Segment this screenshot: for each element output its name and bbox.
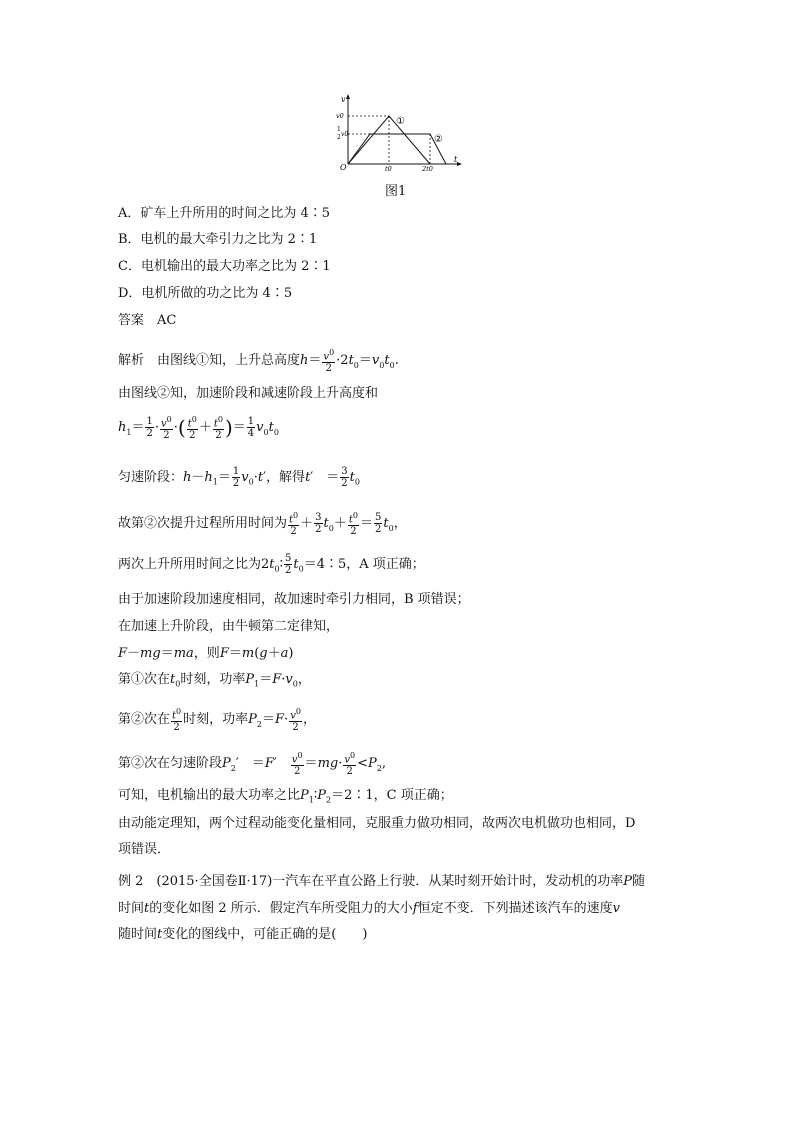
option-c: C．电机输出的最大功率之比为 2∶1	[118, 259, 331, 274]
marker-2: ②	[434, 134, 443, 145]
example2-line-3: 随时间t变化的图线中，可能正确的是( )	[118, 927, 368, 942]
analysis-line-11: 第②次在 $\frac{t^0}{2}$ 时刻，功率$P_2=F\cdot$ $\frac{v^0}{2}$ ，	[118, 707, 316, 734]
figure-caption: 图1	[385, 184, 407, 199]
analysis-line-10: 第①次在$t_0$时刻，功率$P_1=F\cdot v_0$，	[118, 672, 311, 689]
option-b: B．电机的最大牵引力之比为 2∶1	[118, 232, 318, 247]
half-v0-den: 2	[337, 134, 341, 141]
analysis-line-7: 由于加速阶段加速度相同，故加速时牵引力相同，B 项错误；	[118, 592, 470, 607]
answer: 答案 AC	[118, 313, 177, 328]
example2-line-2: 时间t的变化如图 2 所示．假定汽车所受阻力的大小f恒定不变．下列描述该汽车的速度v	[118, 901, 620, 916]
example2-line-1: 例 2 (2015·全国卷Ⅱ·17)一汽车在平直公路上行驶．从某时刻开始计时，发动机的功率P随	[118, 874, 646, 889]
v0-label: v0	[336, 112, 344, 120]
analysis-line-1: 解析 由图线①知，上升总高度h＝ $\frac{v^0}{2}$ $\cdot 2t_0=v_0t_0$.	[118, 348, 399, 375]
t0-label: t0	[385, 165, 392, 172]
analysis-line-8: 在加速上升阶段，由牛顿第二定律知，	[118, 619, 340, 634]
analysis-line-4: 匀速阶段：$h-h_1=$ $\frac{1}{2}$ $v_0\cdot t'$，解得t′ ＝ $\frac{3}{2}$ $t_0$	[118, 466, 360, 489]
analysis-line-3: $h_1=$ $\frac{1}{2}$ · $\frac{v^0}{2}$ ·( $\frac{t^0}{2}$ ＋ $\frac{t^0}{2}$ )＝ $\frac{1}{4}$ $v_0t_0$	[118, 415, 279, 442]
axis-v-label: v	[341, 95, 346, 104]
option-d: D．电机所做的功之比为 4∶5	[118, 286, 293, 301]
v-axis-arrow	[346, 94, 350, 99]
marker-1: ①	[396, 116, 405, 127]
option-a: A．矿车上升所用的时间之比为 4∶5	[118, 206, 331, 221]
half-v0-num: 1	[337, 126, 341, 133]
t-axis-arrow	[457, 162, 462, 166]
half-v0-var: v0	[341, 131, 349, 138]
analysis-line-5: 故第②次提升过程所用时间为 $\frac{t^0}{2}$ ＋ $\frac{3}{2}$ $t_0+$ $\frac{t^0}{2}$ ＝ $\frac{5}{2}$ $t_0$，	[118, 511, 407, 538]
2t0-label: 2t0	[422, 165, 433, 172]
analysis-line-9: F－mg＝ma，则F＝m(g＋a)	[118, 646, 294, 661]
analysis-line-14: 由动能定理知，两个过程动能变化量相同，克服重力做功相同，故两次电机做功也相同，D	[118, 816, 636, 831]
analysis-line-6: 两次上升所用时间之比为$2t_0∶$ $\frac{5}{2}$ $t_0=4∶5$，A 项正确；	[118, 553, 425, 576]
analysis-line-13: 可知，电机输出的最大功率之比$P_1∶P_2=2∶1$，C 项正确；	[118, 788, 453, 805]
graph-line-2	[348, 134, 446, 164]
analysis-line-2: 由图线②知，加速阶段和减速阶段上升高度和	[118, 386, 379, 401]
axis-t-label: t	[454, 155, 458, 164]
origin-label: O	[340, 163, 347, 172]
analysis-line-15: 项错误．	[118, 842, 171, 857]
analysis-line-12: 第②次在匀速阶段$P_2'$ ＝F′ $\frac{v^0}{2}$ ＝mg· $\frac{v^0}{2}$ $<P_2$,	[118, 751, 386, 778]
figure-1-graph	[336, 92, 466, 172]
